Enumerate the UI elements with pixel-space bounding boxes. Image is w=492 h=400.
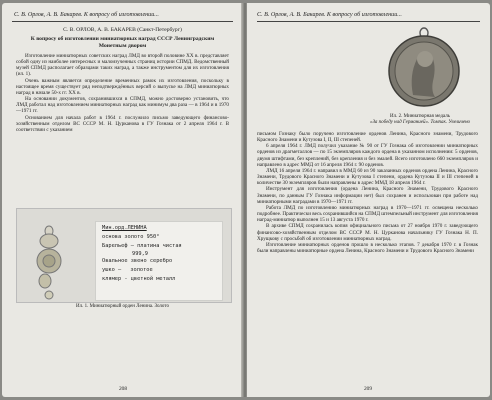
paragraph: письмом Гознаку было поручено изготовление орденов Ленина, Красного знамени, Трудового Красного Знамени и Кутузова I, II, III степеней. bbox=[257, 131, 478, 144]
right-body-text bbox=[257, 131, 478, 254]
tag-line: Мин.орд.ЛЕНИНА bbox=[102, 225, 147, 231]
caption-line: Ил. 2. Миниатюрная медаль bbox=[390, 114, 450, 119]
tag-line: клямер - цветной металл bbox=[102, 276, 176, 282]
article-authors: С. В. ОРЛОВ, А. В. БАКАРЕВ (Санкт-Петербург) bbox=[63, 27, 182, 33]
paragraph: ЛМД 16 апреля 1964 г. направил в ММД 60 из 90 заказанных орденов ордена Ленина, Красного Знамени, Трудового Красного Знамени и Кутузова I степени, ордена Кутузова II и III степеней в количестве 30 экземпляров были направлены в адрес ММД 18 апреля 1964 г. bbox=[257, 167, 478, 187]
illustration-1-photo bbox=[16, 208, 232, 303]
tag-line: Овальное звено серебро bbox=[102, 258, 173, 264]
page-number-left: 208 bbox=[118, 386, 128, 392]
paragraph: Работа ЛМД по изготовлению миниатюрных наград в 1970—1971 гг. освещена несколько подробнее. Практически весь сохранившийся на СПМД штемпельный инструмент для изготовления наград-миниатюр выполнен 15 и 13 августа 1970 г. bbox=[257, 204, 478, 224]
paragraph: Очень важным является определение временных рамок их изготовления, поскольку в настоящее время существует ряд неподтверждённых версий о выпуске на ЛМД миниатюрных наград в начале 50-х гг. XX в. bbox=[16, 77, 229, 96]
illustration-2-caption bbox=[365, 114, 475, 126]
running-head-left: С. В. Орлов, А. В. Бакарев. К вопросу об изготовлении... bbox=[14, 12, 159, 18]
tag-line: Барельеф — платина чистая bbox=[102, 243, 182, 249]
tag-line: золотое bbox=[130, 267, 153, 273]
paragraph: Основанием для начала работ в 1964 г. послужило письмо заведующего финансово-хозяйственным отделом ВС СССР М. Н. Цурканова в ГУ Гознака от 2 апреля 1964 г. В соответствии с указанием bbox=[16, 114, 229, 133]
header-rule bbox=[12, 21, 233, 22]
tag-line: основа золото 950° bbox=[102, 234, 160, 240]
running-head-right: С. В. Орлов, А. В. Бакарев. К вопросу об изготовлении... bbox=[257, 12, 402, 18]
left-body-text bbox=[16, 53, 229, 133]
order-of-lenin-miniature-image bbox=[17, 209, 97, 302]
left-page bbox=[2, 3, 243, 397]
page-number-right: 209 bbox=[363, 386, 373, 392]
paragraph: В архиве СПМД сохранилась копия официального письма от 27 ноября 1970 г. заведующего финансово-хозяйственным отделом ВС СССР М. Н. Цурканова начальнику ГУ Гознака Н. П. Хрущкову с просьбой об изготовлении миниатюрных наград. bbox=[257, 223, 478, 242]
paragraph: Изготовление миниатюрных орденов прошло в несколько этапов. 7 декабря 1970 г. в Гознак были направлены миниатюрные ордена Ленина, Красного Знамени и Трудового Красного Знамени bbox=[257, 241, 478, 254]
paragraph: Изготовление миниатюрных советских наград ЛМД во второй половине XX в. представляет собой одну из наиболее интересных и малоизученных страниц истории СПМД. Ведомственный музей СПМД располагает образцами таких наград, а также инструментом для их изготовления (ил. 1). bbox=[16, 53, 229, 78]
illustration-1-caption: Ил. 1. Миниатюрный орден Ленина. Золото bbox=[76, 304, 169, 309]
paragraph: 6 апреля 1964 г. ЛМД получил указание № 90 от ГУ Гознака об изготовлении миниатюрных орденов из драгметаллов — по 15 экземпляров каждого ордена в указанном исполнении: 5 орденов, двумя штифтами, без креплений, без крепления и без эмалей. Всего изготовлено 660 экземпляров и направлено в адрес ММД от 16 апреля 1964 г. 90 орденов. bbox=[257, 143, 478, 168]
tag-line: ушко — bbox=[102, 267, 122, 273]
article-title: К вопросу об изготовлении миниатюрных наград СССР Ленинградским Монетным двором bbox=[30, 36, 215, 49]
victory-medal-image bbox=[385, 25, 463, 111]
right-page bbox=[247, 3, 490, 397]
caption-line: «За победу над Германией». Томпак. Увеличено bbox=[369, 120, 471, 125]
tag-line: 999,9 bbox=[132, 251, 148, 257]
specification-tag bbox=[95, 221, 223, 301]
paragraph: На основании документов, сохранившихся в СПМД, можно достоверно установить, что ЛМД работал над изготовлением миниатюрных наград как минимум два раза — в 1964 и в 1970—1971 гг. bbox=[16, 96, 229, 115]
paragraph: Инструмент для изготовления (ордена Ленина, Красного Знамени, Трудового Красного Знамени, по данным ГУ Гознака информации нет) был сохранен и использован при работе над миниатюрными наградами в 1970—1971 гг. bbox=[257, 186, 478, 205]
header-rule bbox=[257, 21, 480, 22]
